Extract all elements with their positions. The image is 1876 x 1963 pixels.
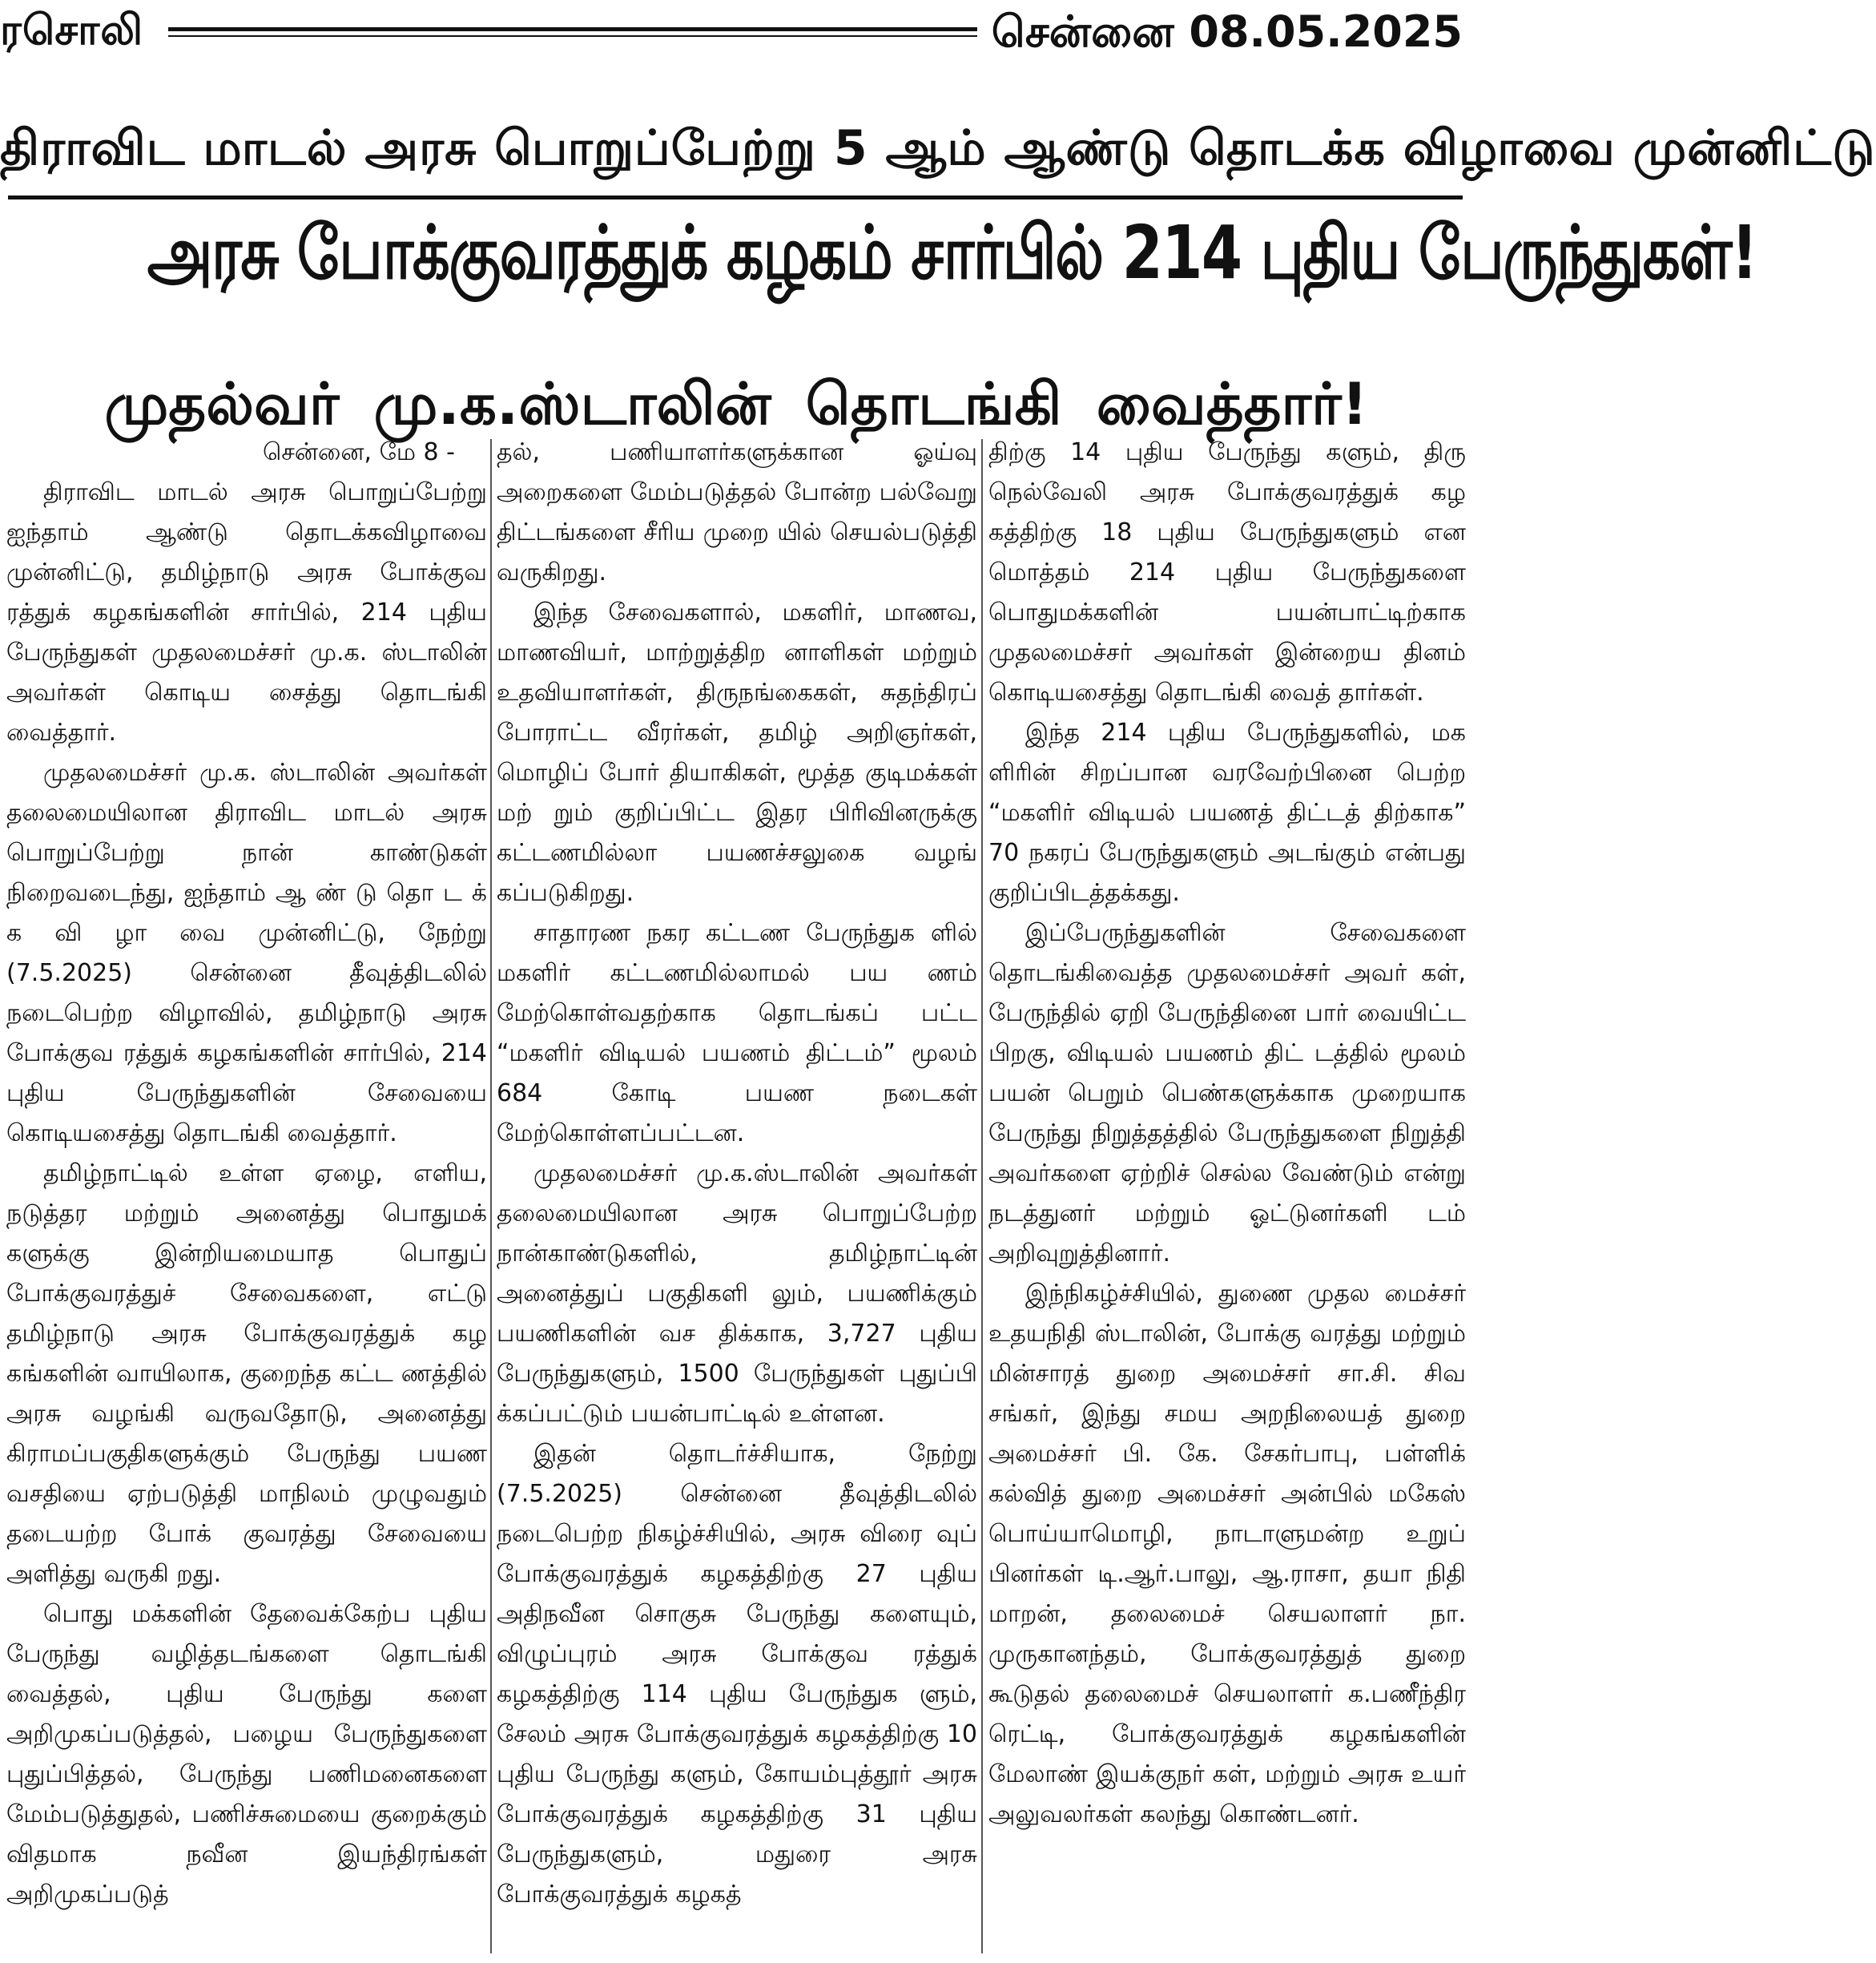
masthead-dateline [992,6,1463,63]
paragraph: இந்நிகழ்ச்சியில், துணை முதல மைச்சர் உதயநிதி ஸ்டாலின், போக்கு வரத்து மற்றும் மின்சாரத் துறை அமைச்சர் சா.சி. சிவ சங்கர், இந்து சமய அறநிலையத் துறை அமைச்சர் பி. கே. சேகர்பாபு, பள்ளிக் கல்வித் துறை அமைச்சர் அன்பில் மகேஸ் பொய்யாமொழி, நாடாளுமன்ற உறுப் பினர்கள் டி.ஆர்.பாலு, ஆ.ராசா, தயா நிதி மாறன், தலைமைச் செயலாளர் நா. முருகானந்தம், போக்குவரத்துத் துறை கூடுதல் தலைமைச் செயலாளர் க.பணீந்திர ரெட்டி, போக்குவரத்துக் கழகங்களின் மேலாண் இயக்குநர் கள், மற்றும் அரசு உயர் அலுவலர்கள் கலந்து கொண்டனர். [988,1280,1466,1828]
masthead [0,0,1472,72]
masthead-date: 08.05.2025 [1189,6,1463,57]
column-divider [981,439,983,1953]
article-column-1 [6,433,487,1955]
paragraph-continued: திற்கு 14 புதிய பேருந்து களும், திரு நெல்வேலி அரசு போக்குவரத்துக் கழ கத்திற்கு 18 புதிய பேருந்துகளும் என மொத்தம் 214 புதிய பேருந்துகளை பொதுமக்களின் பயன்பாட்டிற்காக முதலமைச்சர் அவர்கள் இன்றைய தினம் கொடியசைத்து தொடங்கி வைத் தார்கள். [988,438,1466,707]
paper-name: ரசொலி [0,6,144,54]
article-column-3 [988,433,1466,1955]
paragraph-continued: தல், பணியாளர்களுக்கான ஓய்வு அறைகளை மேம்படுத்தல் போன்ற பல்வேறு திட்டங்களை சீரிய முறை யில் செயல்படுத்தி வருகிறது. [497,438,977,586]
article-kicker: திராவிட மாடல் அரசு பொறுப்பேற்று 5 ஆம் ஆண்டு தொடக்க விழாவை முன்னிட்டு [0,120,1876,176]
masthead-rule-thin [168,35,977,37]
paragraph: இப்பேருந்துகளின் சேவைகளை தொடங்கிவைத்த முதலமைச்சர் அவர் கள், பேருந்தில் ஏறி பேருந்தினை பார் வையிட்ட பிறகு, விடியல் பயணம் திட் டத்தில் மூலம் பயன் பெறும் பெண்களுக்காக முறையாக பேருந்து நிறுத்தத்தில் பேருந்துகளை நிறுத்தி அவர்களை ஏற்றிச் செல்ல வேண்டும் என்று நடத்துனர் மற்றும் ஓட்டுனர்களி டம் அறிவுறுத்தினார். [988,919,1466,1268]
article-headline: அரசு போக்குவரத்துக் கழகம் சார்பில் 214 புதிய பேருந்துகள்! [147,210,1757,296]
masthead-city: சென்னை [991,6,1174,57]
paragraph: பொது மக்களின் தேவைக்கேற்ப புதிய பேருந்து வழித்தடங்களை தொடங்கி வைத்தல், புதிய பேருந்து களை அறிமுகப்படுத்தல், பழைய பேருந்துகளை புதுப்பித்தல், பேருந்து பணிமனைகளை மேம்படுத்துதல், பணிச்சுமையை குறைக்கும் விதமாக நவீன இயந்திரங்கள் அறிமுகப்படுத் [6,1600,487,1909]
masthead-rule-thick [168,27,977,31]
article-column-2 [497,433,977,1955]
dateline: சென்னை, மே 8 - [262,438,455,466]
paragraph: இந்த சேவைகளால், மகளிர், மாணவ, மாணவியர், மாற்றுத்திற னாளிகள் மற்றும் உதவியாளர்கள், திருநங்கைகள், சுதந்திரப் போராட்ட வீரர்கள், தமிழ் அறிஞர்கள், மொழிப் போர் தியாகிகள், மூத்த குடிமக்கள் மற் றும் குறிப்பிட்ட இதர பிரிவினருக்கு கட்டணமில்லா பயணச்சலுகை வழங் கப்படுகிறது. [497,599,977,907]
paragraph: தமிழ்நாட்டில் உள்ள ஏழை, எளிய, நடுத்தர மற்றும் அனைத்து பொதுமக் களுக்கு இன்றியமையாத பொதுப் போக்குவரத்துச் சேவைகளை, எட்டு தமிழ்நாடு அரசு போக்குவரத்துக் கழ கங்களின் வாயிலாக, குறைந்த கட்ட ணத்தில் அரசு வழங்கி வருவதோடு, அனைத்து கிராமப்பகுதிகளுக்கும் பேருந்து பயண வசதியை ஏற்படுத்தி மாநிலம் முழுவதும் தடையற்ற போக் குவரத்து சேவையை அளித்து வருகி றது. [6,1159,487,1588]
paragraph: முதலமைச்சர் மு.க.ஸ்டாலின் அவர்கள் தலைமையிலான அரசு பொறுப்பேற்ற நான்காண்டுகளில், தமிழ்நாட்டின் அனைத்துப் பகுதிகளி லும், பயணிக்கும் பயணிகளின் வச திக்காக, 3,727 புதிய பேருந்துகளும், 1500 பேருந்துகள் புதுப்பி க்கப்பட்டும் பயன்பாட்டில் உள்ளன. [497,1159,977,1428]
paragraph: முதலமைச்சர் மு.க. ஸ்டாலின் அவர்கள் தலைமையிலான திராவிட மாடல் அரசு பொறுப்பேற்று நான் காண்டுகள் நிறைவடைந்து, ஐந்தாம் ஆ ண் டு தொ ட க் க வி ழா வை முன்னிட்டு, நேற்று (7.5.2025) சென்னை தீவுத்திடலில் நடைபெற்ற விழாவில், தமிழ்நாடு அரசு போக்குவ ரத்துக் கழகங்களின் சார்பில், 214 புதிய பேருந்துகளின் சேவையை கொடியசைத்து தொடங்கி வைத்தார். [6,759,487,1147]
paragraph: இந்த 214 புதிய பேருந்துகளில், மக ளிரின் சிறப்பான வரவேற்பினை பெற்ற “மகளிர் விடியல் பயணத் திட்டத் திற்காக” 70 நகரப் பேருந்துகளும் அடங்கும் என்பது குறிப்பிடத்தக்கது. [988,719,1466,907]
paragraph: சாதாரண நகர கட்டண பேருந்துக ளில் மகளிர் கட்டணமில்லாமல் பய ணம் மேற்கொள்வதற்காக தொடங்கப் பட்ட “மகளிர் விடியல் பயணம் திட்டம்” மூலம் 684 கோடி பயண நடைகள் மேற்கொள்ளப்பட்டன. [497,919,977,1147]
paragraph: இதன் தொடர்ச்சியாக, நேற்று (7.5.2025) சென்னை தீவுத்திடலில் நடைபெற்ற நிகழ்ச்சியில், அரசு விரை வுப் போக்குவரத்துக் கழகத்திற்கு 27 புதிய அதிநவீன சொகுசு பேருந்து களையும், விழுப்புரம் அரசு போக்குவ ரத்துக் கழகத்திற்கு 114 புதிய பேருந்துக ளும், சேலம் அரசு போக்குவரத்துக் கழகத்திற்கு 10 புதிய பேருந்து களும், கோயம்புத்தூர் அரசு போக்குவரத்துக் கழகத்திற்கு 31 புதிய பேருந்துகளும், மதுரை அரசு போக்குவரத்துக் கழகத் [497,1440,977,1909]
kicker-rule [8,195,1463,200]
paragraph: திராவிட மாடல் அரசு பொறுப்பேற்று ஐந்தாம் ஆண்டு தொடக்கவிழாவை முன்னிட்டு, தமிழ்நாடு அரசு போக்குவ ரத்துக் கழகங்களின் சார்பில், 214 புதிய பேருந்துகள் முதலமைச்சர் மு.க. ஸ்டாலின் அவர்கள் கொடிய சைத்து தொடங்கி வைத்தார். [6,478,487,747]
article-subheadline: முதல்வர் மு.க.ஸ்டாலின் தொடங்கி வைத்தார்! [104,370,1368,437]
column-divider [490,439,492,1953]
